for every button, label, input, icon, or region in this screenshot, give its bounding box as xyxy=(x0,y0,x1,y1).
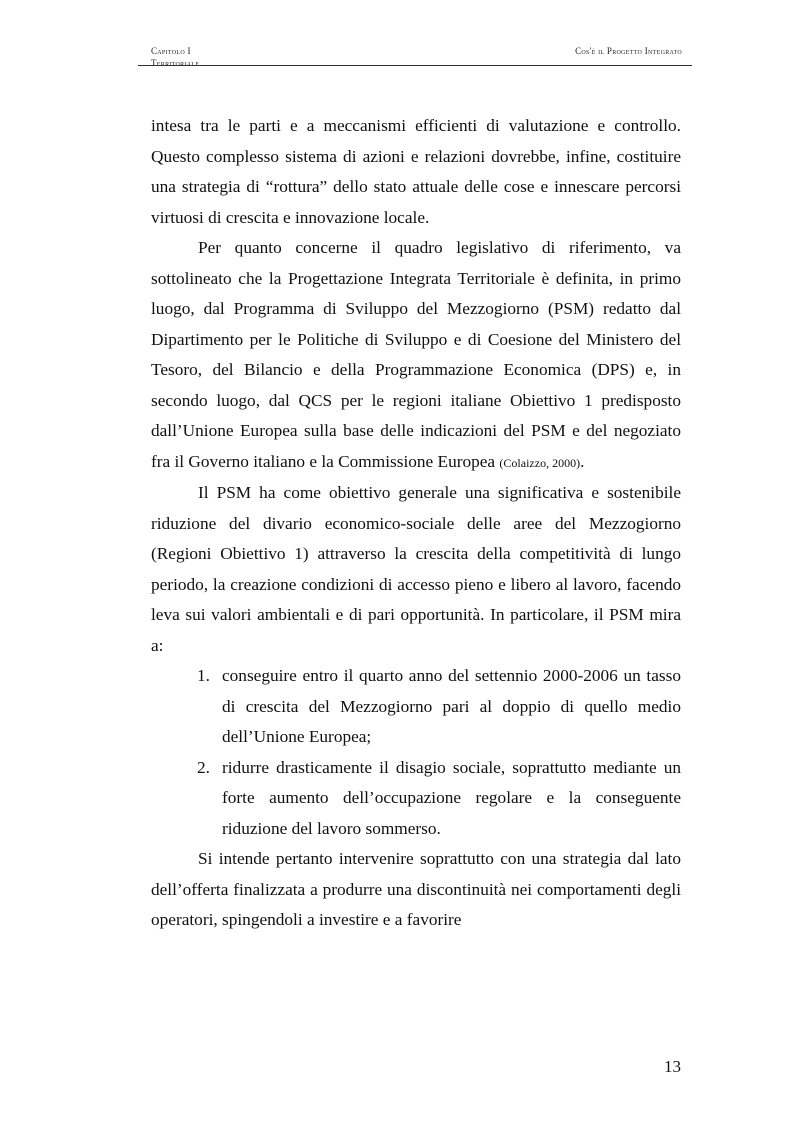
running-header-section: Cos'è il Progetto Integrato xyxy=(575,46,682,56)
psm-goals-list xyxy=(151,661,681,844)
paragraph-continuation: intesa tra le parti e a meccanismi efficienti di valutazione e controllo. Questo complesso sistema di azioni e relazioni dovrebbe, infine, costituire una strategia di “rottura” dello stato attuale delle cose e innescare percorsi virtuosi di crescita e innovazione locale. xyxy=(151,116,681,227)
list-item xyxy=(151,753,681,845)
paragraph-psm-objective: Il PSM ha come obiettivo generale una significativa e sostenibile riduzione del divario economico-sociale delle aree del Mezzogiorno (Regioni Obiettivo 1) attraverso la crescita della competitività di lungo periodo, la creazione condizioni di accesso pieno e libero al lavoro, facendo leva sui valori ambientali e di pari opportunità. In particolare, il PSM mira a: xyxy=(151,483,681,655)
page-number: 13 xyxy=(664,1057,681,1076)
page-body xyxy=(151,111,681,936)
paragraph-strategy: Si intende pertanto intervenire soprattutto con una strategia dal lato dell’offerta finalizzata a produrre una discontinuità nei comportamenti degli operatori, spingendoli a investire e a favorire xyxy=(151,849,681,929)
list-item-number: 1. xyxy=(197,666,210,685)
header-chapter-line1: Capitolo I xyxy=(151,46,191,56)
citation: (Colaizzo, 2000) xyxy=(499,455,581,470)
paragraph-text: Per quanto concerne il quadro legislativo di riferimento, va sottolineato che la Progettazione Integrata Territoriale è definita, in primo luogo, dal Programma di Sviluppo del Mezzogiorno (PSM) redatto dal Dipartimento per le Politiche di Sviluppo e di Coesione del Ministero del Tesoro, del Bilancio e della Programmazione Economica (DPS) e, in secondo luogo, dal QCS per le regioni italiane Obiettivo 1 predisposto dall’Unione Europea sulla base delle indicazioni del PSM e del negoziato fra il Governo italiano e la Commissione Europea xyxy=(151,238,681,471)
header-divider xyxy=(138,65,692,66)
list-item-text: ridurre drasticamente il disagio sociale, soprattutto mediante un forte aumento dell’occupazione regolare e la conseguente riduzione del lavoro sommerso. xyxy=(222,757,681,838)
header-chapter-line2: Territoriale xyxy=(151,58,200,68)
paragraph-legislative-framework xyxy=(151,233,681,478)
list-item-number: 2. xyxy=(197,757,210,777)
list-item-text: conseguire entro il quarto anno del settennio 2000-2006 un tasso di crescita del Mezzogiorno pari al doppio di quello medio dell’Unione Europea; xyxy=(222,666,681,746)
paragraph-end: . xyxy=(580,451,585,471)
list-item xyxy=(151,661,681,753)
